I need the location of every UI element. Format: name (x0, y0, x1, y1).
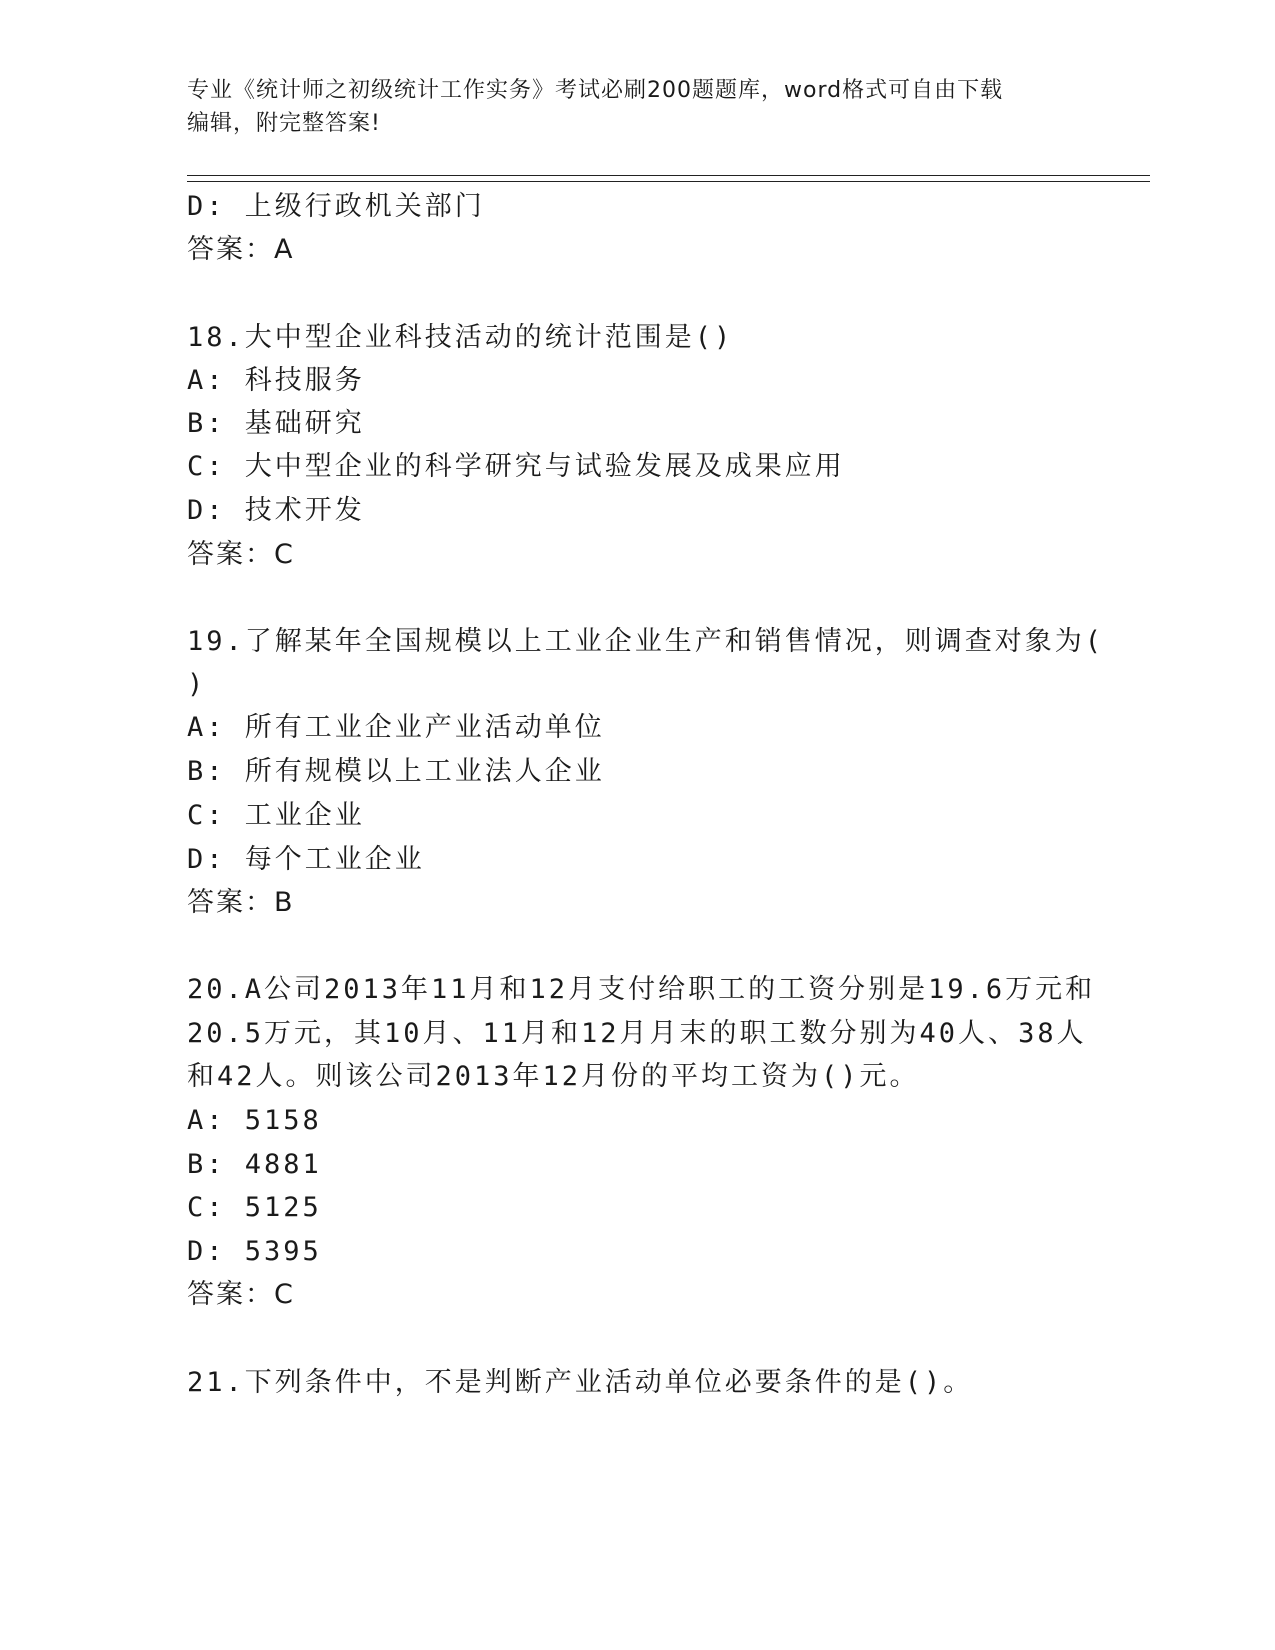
prev-option-d: D: 上级行政机关部门 (187, 191, 485, 222)
q20-option-d: D: 5395 (187, 1236, 322, 1267)
q20-option-b: B: 4881 (187, 1149, 322, 1180)
header-line-2: 编辑，附完整答案! (187, 111, 381, 136)
q19-option-c: C: 工业企业 (187, 800, 365, 831)
q21-question: 21.下列条件中，不是判断产业活动单位必要条件的是()。 (187, 1367, 974, 1398)
q19-question-line-1: 19.了解某年全国规模以上工业企业生产和销售情况，则调查对象为( (187, 626, 1105, 657)
q20-option-a: A: 5158 (187, 1105, 322, 1136)
q18-option-c: C: 大中型企业的科学研究与试验发展及成果应用 (187, 451, 845, 482)
document-header (187, 74, 1067, 140)
q19-option-b: B: 所有规模以上工业法人企业 (187, 756, 605, 787)
q19-option-d: D: 每个工业企业 (187, 844, 425, 875)
q19-answer: 答案：B (187, 887, 295, 918)
q19-option-a: A: 所有工业企业产业活动单位 (187, 712, 605, 743)
q20-question-line-1: 20.A公司2013年11月和12月支付给职工的工资分别是19.6万元和 (187, 974, 1096, 1005)
q20-option-c: C: 5125 (187, 1192, 322, 1223)
q19-question-line-2: ) (187, 669, 207, 700)
prev-answer: 答案：A (187, 234, 295, 265)
q18-option-b: B: 基础研究 (187, 408, 365, 439)
q20-answer: 答案：C (187, 1279, 295, 1310)
header-divider-bottom (187, 181, 1150, 182)
q18-question: 18.大中型企业科技活动的统计范围是() (187, 322, 734, 353)
q18-option-a: A: 科技服务 (187, 365, 365, 396)
q18-answer: 答案：C (187, 539, 295, 570)
q20-question-line-3: 和42人。则该公司2013年12月份的平均工资为()元。 (187, 1061, 920, 1092)
header-line-1: 专业《统计师之初级统计工作实务》考试必刷200题题库，word格式可自由下载 (187, 78, 1004, 103)
q20-question-line-2: 20.5万元，其10月、11月和12月月末的职工数分别为40人、38人 (187, 1018, 1087, 1049)
header-divider-top (187, 175, 1150, 176)
q18-option-d: D: 技术开发 (187, 495, 365, 526)
